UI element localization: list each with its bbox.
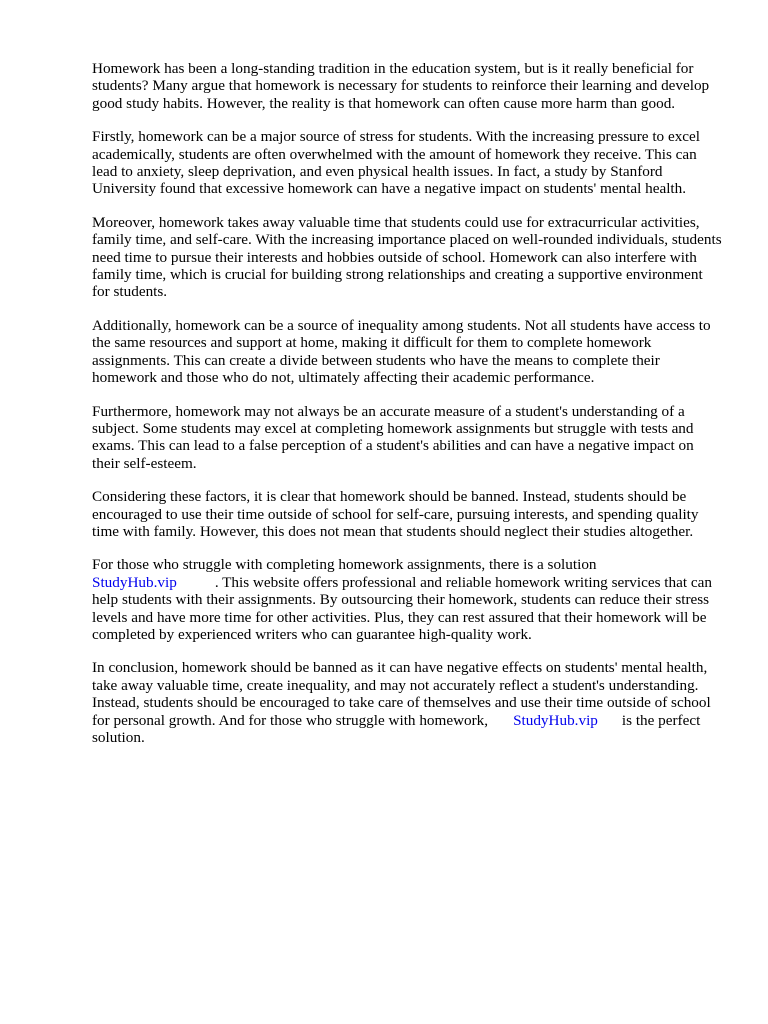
paragraph-accuracy: Furthermore, homework may not always be an accurate measure of a student's understanding of a subject. Some students may excel at completing homework assignments but struggle with tests and exams. This can lead to a false perception of a student's abilities and can have a negative impact on their self-esteem.	[92, 402, 694, 472]
paragraph-inequality: Additionally, homework can be a source of inequality among students. Not all students have access to the same resources and support at home, making it difficult for them to complete homework assignments. This can create a divide between students who have the means to complete their homework and those who do not, ultimately affecting their academic performance.	[92, 316, 711, 387]
studyhub-link[interactable]: StudyHub.vip	[513, 711, 598, 729]
document-body	[92, 60, 724, 746]
paragraph-intro: Homework has been a long-standing tradition in the education system, but is it really beneficial for students? Many argue that homework is necessary for students to reinforce their learning and develop good study habits. However, the reality is that homework can often cause more harm than good.	[92, 60, 710, 112]
paragraph-solution	[92, 556, 724, 643]
studyhub-link[interactable]: StudyHub.vip	[92, 573, 177, 591]
paragraph-conclusion	[92, 659, 724, 746]
paragraph-considering: Considering these factors, it is clear that homework should be banned. Instead, students should be encouraged to use their time outside of school for self-care, pursuing interests, and spending quality time with family. However, this does not mean that students should neglect their studies altogether.	[92, 488, 699, 540]
paragraph-stress: Firstly, homework can be a major source of stress for students. With the increasing pressure to excel academically, students are often overwhelmed with the amount of homework they receive. This can lead to anxiety, sleep deprivation, and even physical health issues. In fact, a study by Stanford University found that excessive homework can have a negative impact on students' mental health.	[92, 128, 700, 198]
solution-lead-text: For those who struggle with completing homework assignments, there is a solution	[92, 556, 597, 574]
conclusion-tail-text: is the perfect solution.	[92, 711, 701, 746]
paragraph-time: Moreover, homework takes away valuable time that students could use for extracurricular activities, family time, and self-care. With the increasing importance placed on well-rounded individuals, students need time to pursue their interests and hobbies outside of school. Homework can also interfere with family time, which is crucial for building strong relationships and creating a supportive environment for students.	[92, 213, 722, 301]
solution-tail-text: . This website offers professional and reliable homework writing services that can help students with their assignments. By outsourcing their homework, students can reduce their stress levels and have more time for other activities. Plus, they can rest assured that their homework will be completed by experienced writers who can guarantee high-quality work.	[92, 573, 712, 643]
conclusion-lead-text: In conclusion, homework should be banned as it can have negative effects on students' mental health, take away valuable time, create inequality, and may not accurately reflect a student's understanding. Instead, students should be encouraged to take care of themselves and use their time outside of school for personal growth. And for those who struggle with homework,	[92, 659, 711, 729]
